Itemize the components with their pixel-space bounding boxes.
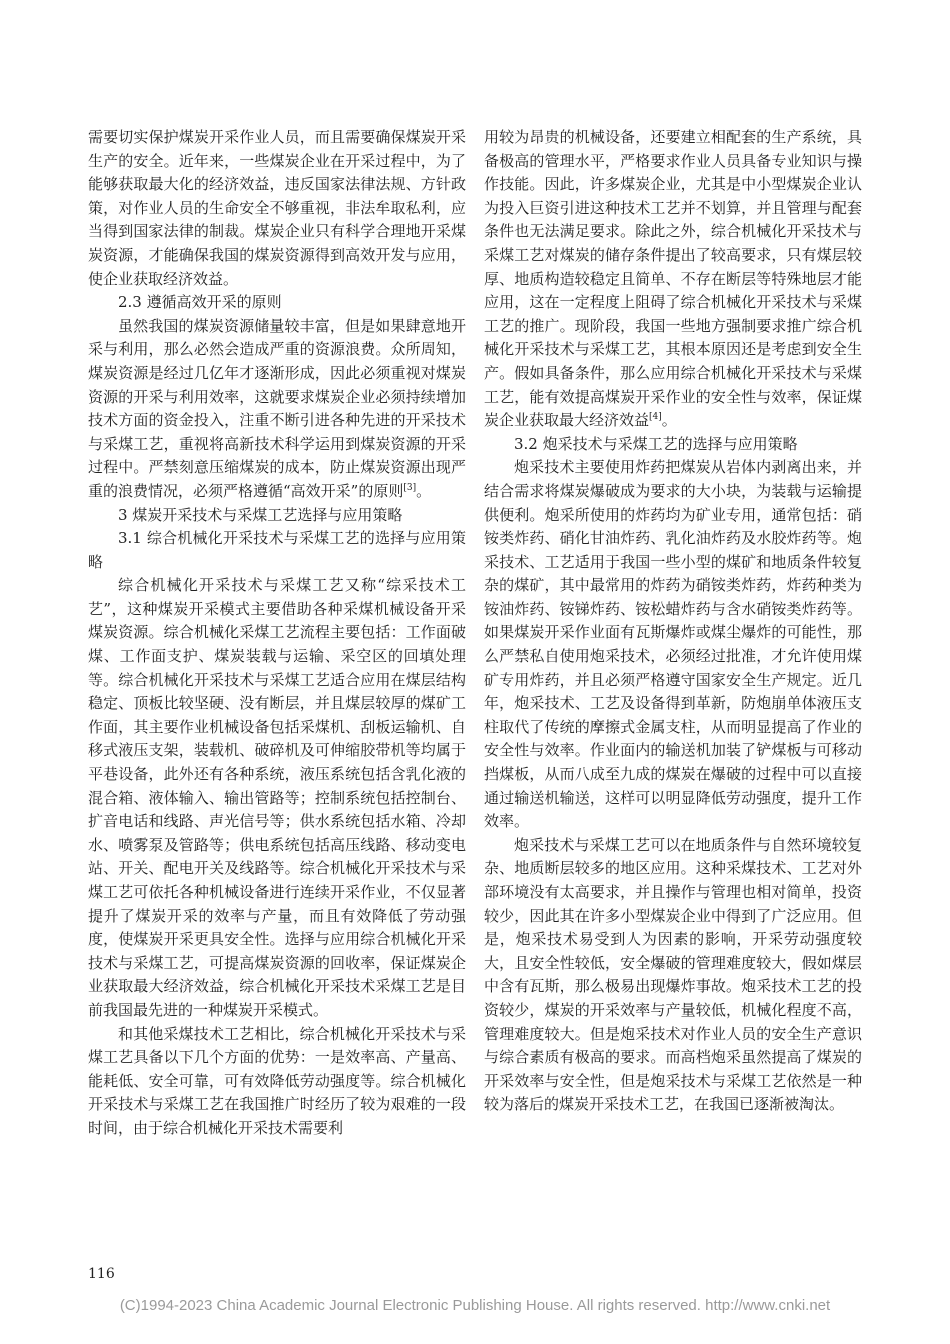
left-column — [88, 126, 466, 1141]
paragraph-end: 。 — [416, 481, 432, 500]
section-heading-3: 3 煤炭开采技术与采煤工艺选择与应用策略 — [118, 505, 403, 524]
citation-ref[interactable]: [4] — [649, 412, 662, 423]
paragraph-end: 。 — [661, 411, 677, 430]
copyright-footer: (C)1994-2023 China Academic Journal Electronic Publishing House. All rights reserved. http://www.cnki.net — [119, 1297, 831, 1314]
section-heading-3-1: 3.1 综合机械化开采技术与采煤工艺的选择与应用策略 — [88, 529, 466, 571]
right-column — [484, 126, 862, 1117]
paragraph: 炮采技术与采煤工艺可以在地质条件与自然环境较复杂、地质断层较多的地区应用。这种采煤技术、工艺对外部环境没有太高要求，并且操作与管理也相对简单，投资较少，因此其在许多小型煤炭企业中得到了广泛应用。但是，炮采技术易受到人为因素的影响，开采劳动强度较大，且安全性较低，安全爆破的管理难度较大，假如煤层中含有瓦斯，那么极易出现爆炸事故。炮采技术工艺的投资较少，煤炭的开采效率与产量较低，机械化程度不高，管理难度较大。但是炮采技术对作业人员的安全生产意识与综合素质有极高的要求。而高档炮采虽然提高了煤炭的开采效率与安全性，但是炮采技术与采煤工艺依然是一种较为落后的煤炭开采技术工艺，在我国已逐渐被淘汰。 — [484, 835, 862, 1114]
paragraph — [88, 315, 466, 504]
paragraph: 需要切实保护煤炭开采作业人员，而且需要确保煤炭开采生产的安全。近年来，一些煤炭企业在开采过程中，为了能够获取最大化的经济效益，违反国家法律法规、方针政策，对作业人员的生命安全不够重视，非法牟取私利，应当得到国家法律的制裁。煤炭企业只有科学合理地开采煤炭资源，才能确保我国的煤炭资源得到高效开发与应用，使企业获取经济效益。 — [88, 128, 466, 288]
paragraph-text: 虽然我国的煤炭资源储量较丰富，但是如果肆意地开采与利用，那么必然会造成严重的资源浪费。众所周知，煤炭资源是经过几亿年才逐渐形成，因此必须重视对煤炭资源的开采与利用效率，这就要求煤炭企业必须持续增加技术方面的资金投入，注重不断引进各种先进的开采技术与采煤工艺，重视将高新技术科学运用到煤炭资源的开采过程中。严禁刻意压缩煤炭的成本，防止煤炭资源出现严重的浪费情况，必须严格遵循“高效开采”的原则 — [88, 316, 466, 500]
paragraph: 综合机械化开采技术与采煤工艺又称“综采技术工艺”，这种煤炭开采模式主要借助各种采煤机械设备开采煤炭资源。综合机械化采煤工艺流程主要包括：工作面破煤、工作面支护、煤炭装载与运输、采空区的回填处理等。综合机械化开采技术与采煤工艺适合应用在煤层结构稳定、顶板比较坚硬、没有断层，并且煤层较厚的煤矿工作面，其主要作业机械设备包括采煤机、刮板运输机、自移式液压支架，装载机、破碎机及可伸缩胶带机等均属于平巷设备，此外还有各种系统，液压系统包括含乳化液的混合箱、液体输入、输出管路等；控制系统包括控制台、扩音电话和线路、声光信号等；供水系统包括水箱、冷却水、喷雾泵及管路等；供电系统包括高压线路、移动变电站、开关、配电开关及线路等。综合机械化开采技术与采煤工艺可依托各种机械设备进行连续开采作业，不仅显著提升了煤炭开采的效率与产量，而且有效降低了劳动强度，使煤炭开采更具安全性。选择与应用综合机械化开采技术与采煤工艺，可提高煤炭资源的回收率，保证煤炭企业获取最大经济效益，综合机械化开采技术采煤工艺是目前我国最先进的一种煤炭开采模式。 — [88, 576, 466, 1019]
section-heading-2-3: 2.3 遵循高效开采的原则 — [118, 293, 282, 312]
paragraph-text: 用较为昂贵的机械设备，还要建立相配套的生产系统，具备极高的管理水平，严格要求作业人员具备专业知识与操作技能。因此，许多煤炭企业，尤其是中小型煤炭企业认为投入巨资引进这种技术工艺并不划算，并且管理与配套条件也无法满足要求。除此之外，综合机械化开采技术与采煤工艺对煤炭的储存条件提出了较高要求，只有煤层较厚、地质构造较稳定且简单、不存在断层等特殊地层才能应用，这在一定程度上阻碍了综合机械化开采技术与采煤工艺的推广。现阶段，我国一些地方强制要求推广综合机械化开采技术与采煤工艺，其根本原因还是考虑到安全生产。假如具备条件，那么应用综合机械化开采技术与采煤工艺，能有效提高煤炭开采作业的安全性与效率，保证煤炭企业获取最大经济效益 — [484, 128, 862, 430]
citation-ref[interactable]: [3] — [403, 482, 417, 493]
paragraph: 和其他采煤技术工艺相比，综合机械化开采技术与采煤工艺具备以下几个方面的优势：一是效率高、产量高、能耗低、安全可靠，可有效降低劳动强度等。综合机械化开采技术与采煤工艺在我国推广时经历了较为艰难的一段时间，由于综合机械化开采技术需要利 — [88, 1024, 466, 1137]
paragraph — [484, 126, 862, 433]
section-heading-3-2: 3.2 炮采技术与采煤工艺的选择与应用策略 — [514, 434, 798, 453]
paragraph: 炮采技术主要使用炸药把煤炭从岩体内剥离出来，并结合需求将煤炭爆破成为要求的大小块，为装载与运输提供便利。炮采所使用的炸药均为矿业专用，通常包括：硝铵类炸药、硝化甘油炸药、乳化油炸药及水胶炸药等。炮采技术、工艺适用于我国一些小型的煤矿和地质条件较复杂的煤矿，其中最常用的炸药为硝铵类炸药，炸药种类为铵油炸药、铵锑炸药、铵松蜡炸药与含水硝铵类炸药等。如果煤炭开采作业面有瓦斯爆炸或煤尘爆炸的可能性，那么严禁私自使用炮采技术，必须经过批准，才允许使用煤矿专用炸药，并且必须严格遵守国家安全生产规定。近几年，炮采技术、工艺及设备得到革新，防炮崩单体液压支柱取代了传统的摩擦式金属支柱，从而明显提高了作业的安全性与效率。作业面内的输送机加装了铲煤板与可移动挡煤板，从而八成至九成的煤炭在爆破的过程中可以直接通过输送机输送，这样可以明显降低劳动强度，提升工作效率。 — [484, 458, 862, 831]
page-number: 116 — [88, 1266, 115, 1282]
